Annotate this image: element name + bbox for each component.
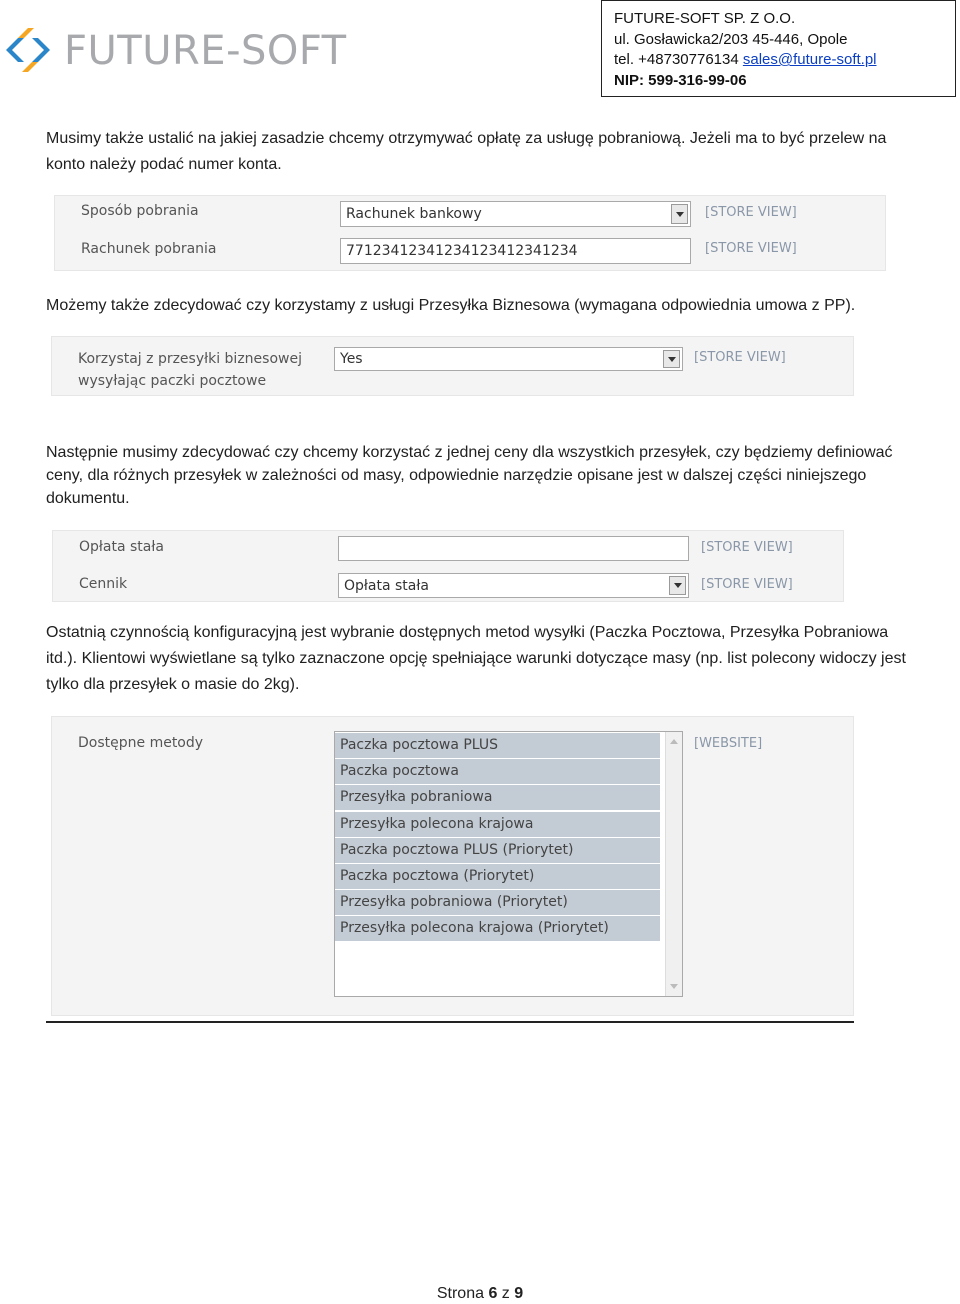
label-business-shipment: [78, 348, 302, 392]
config-panel-business: [51, 336, 854, 396]
paragraph-pricing: Następnie musimy zdecydować czy chcemy korzystać z jednej ceny dla wszystkich przesyłek, czy będziemy definiować ceny, dla różnych przesyłek w zależności od masy, odpowiednie narzędzie opisane jest w dalszej części niniejszego dokumentu.: [46, 444, 893, 507]
business-shipment-select[interactable]: [334, 347, 683, 371]
method-option[interactable]: Paczka pocztowa PLUS (Priorytet): [335, 838, 660, 863]
label-price-list: Cennik: [79, 576, 128, 592]
method-option[interactable]: Paczka pocztowa: [335, 759, 660, 784]
paragraph-business-shipment: Możemy także zdecydować czy korzystamy z usługi Przesyłka Biznesowa (wymagana odpowiednia umowa z PP).: [46, 297, 856, 314]
method-option[interactable]: Przesyłka polecona krajowa (Priorytet): [335, 916, 660, 941]
logo-mark-icon: [4, 26, 52, 74]
business-shipment-value: Yes: [340, 351, 363, 367]
company-logo: [4, 24, 347, 76]
scroll-down-icon[interactable]: [670, 984, 678, 989]
label-line-1: Korzystaj z przesyłki biznesowej: [78, 351, 302, 367]
company-nip: NIP: 599-316-99-06: [614, 71, 747, 89]
email-link[interactable]: sales@future-soft.pl: [742, 51, 877, 68]
scope-label: [STORE VIEW]: [705, 241, 797, 256]
chevron-down-icon[interactable]: [671, 204, 688, 224]
label-line-2: wysyłając paczki pocztowe: [78, 373, 267, 389]
total-pages: 9: [514, 1285, 524, 1302]
paragraph-shipping-methods: Ostatnią czynnością konfiguracyjną jest wybranie dostępnych metod wysyłki (Paczka Pocztowa, Przesyłka Pobraniowa itd.). Klientowi wyświetlane są tylko zaznaczone opcję spełniające warunki dotyczące masy (np. list polecony widoczy jest tylko dla przesyłek o masie do 2kg).: [46, 624, 906, 693]
company-contact: [614, 50, 955, 71]
label-payment-method: Sposób pobrania: [81, 203, 199, 219]
scroll-up-icon[interactable]: [670, 739, 678, 744]
company-phone: tel. +48730776134: [614, 51, 743, 68]
label-fixed-fee: Opłata stała: [79, 539, 164, 555]
price-list-select[interactable]: [338, 573, 689, 598]
scope-label: [STORE VIEW]: [694, 350, 786, 365]
chevron-down-icon[interactable]: [669, 576, 686, 595]
chevron-down-icon[interactable]: [663, 350, 680, 368]
company-address: ul. Gosławicka2/203 45-446, Opole: [614, 30, 848, 48]
paragraph-payment-method: Musimy także ustalić na jakiej zasadzie chcemy otrzymywać opłatę za usługę pobraniową. Jeżeli ma to być przelew na konto należy podać numer konta.: [46, 130, 887, 173]
label-account-number: Rachunek pobrania: [81, 241, 217, 257]
price-list-value: Opłata stała: [344, 577, 429, 594]
current-page: 6: [488, 1285, 498, 1302]
scope-label: [STORE VIEW]: [701, 577, 793, 592]
config-panel-methods: [51, 716, 854, 1016]
available-methods-multiselect[interactable]: [334, 731, 683, 997]
fixed-fee-input[interactable]: [338, 536, 689, 561]
scope-label: [STORE VIEW]: [701, 540, 793, 555]
method-option[interactable]: Paczka pocztowa PLUS: [335, 733, 660, 758]
account-number-value: 77123412341234123412341234: [346, 243, 578, 259]
logo-text: FUTURE-SOFT: [64, 28, 347, 74]
scope-label: [WEBSITE]: [694, 736, 763, 751]
payment-method-select[interactable]: [340, 201, 691, 227]
method-option[interactable]: Przesyłka pobraniowa (Priorytet): [335, 890, 660, 915]
scope-label: [STORE VIEW]: [705, 205, 797, 220]
company-info-box: [601, 0, 956, 97]
payment-method-value: Rachunek bankowy: [346, 206, 482, 222]
footer-middle: z: [497, 1285, 515, 1302]
method-option[interactable]: Przesyłka pobraniowa: [335, 785, 660, 810]
methods-option-list: [335, 732, 682, 941]
method-option[interactable]: Paczka pocztowa (Priorytet): [335, 864, 660, 889]
account-number-input[interactable]: [340, 238, 691, 264]
multiselect-scrollbar[interactable]: [665, 732, 682, 996]
section-divider: [46, 1021, 854, 1023]
footer-prefix: Strona: [436, 1285, 489, 1302]
config-panel-payment: [54, 195, 886, 271]
label-available-methods: Dostępne metody: [78, 735, 204, 751]
method-option[interactable]: Przesyłka polecona krajowa: [335, 812, 660, 837]
config-panel-pricing: [52, 530, 844, 602]
page-footer: [0, 1285, 960, 1303]
company-name: FUTURE-SOFT SP. Z O.O.: [614, 10, 796, 27]
